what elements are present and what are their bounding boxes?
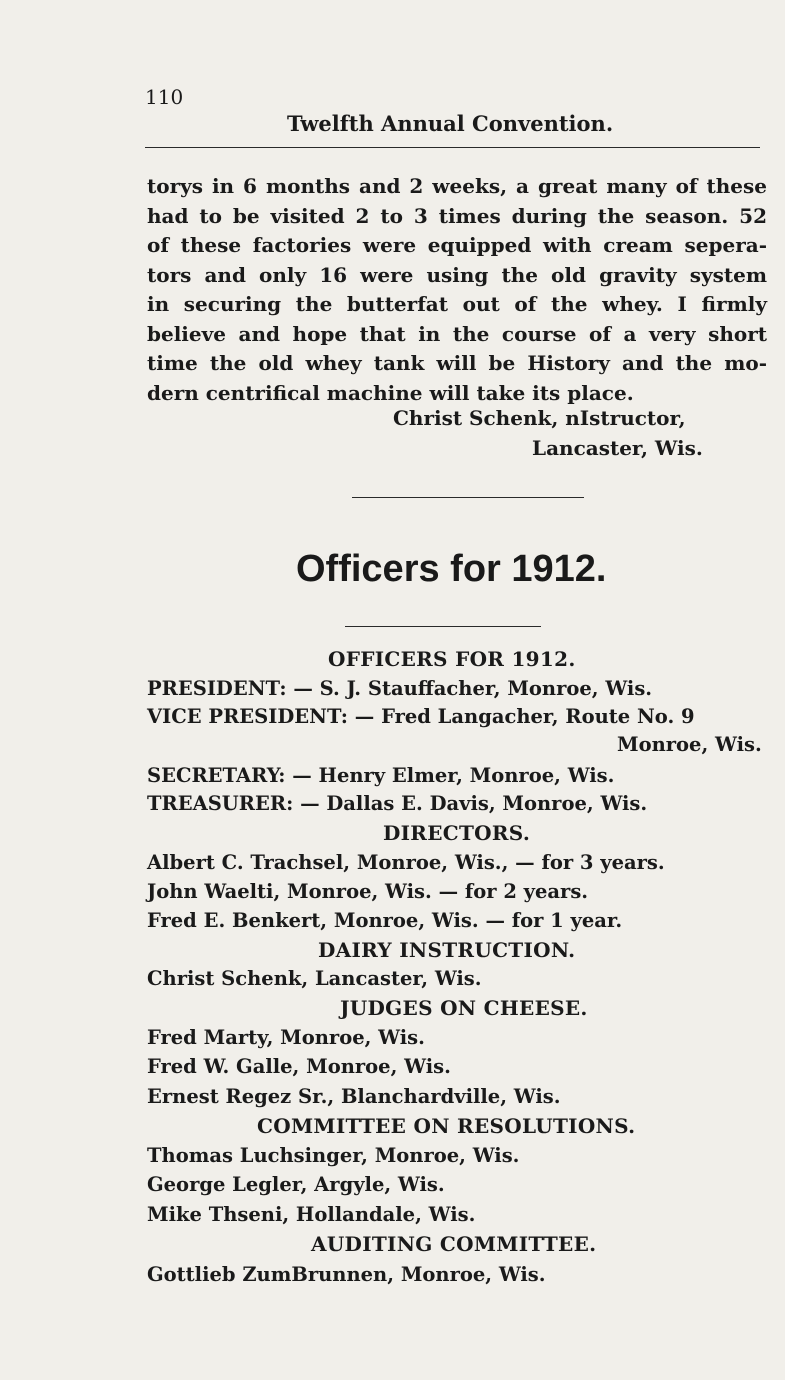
signature-place: Lancaster, Wis. bbox=[532, 436, 703, 460]
treasurer-row bbox=[147, 792, 647, 815]
report-line: of these factories were equipped with cream sepera- bbox=[147, 233, 767, 257]
director-item: Albert C. Trachsel, Monroe, Wis., — for 3 years. bbox=[147, 851, 665, 874]
page-number: 110 bbox=[145, 85, 184, 109]
resolutions-item: Thomas Luchsinger, Monroe, Wis. bbox=[147, 1144, 520, 1167]
director-item: Fred E. Benkert, Monroe, Wis. — for 1 year. bbox=[147, 909, 623, 932]
report-line: believe and hope that in the course of a very short bbox=[147, 321, 767, 346]
auditing-heading: AUDITING COMMITTEE. bbox=[311, 1232, 597, 1256]
report-line: torys in 6 months and 2 weeks, a great many of these bbox=[147, 174, 767, 198]
resolutions-item: George Legler, Argyle, Wis. bbox=[147, 1173, 445, 1196]
vice-president-row bbox=[147, 705, 695, 728]
report-line: tors and only 16 were using the old gravity system bbox=[147, 262, 767, 287]
running-head: Twelfth Annual Convention. bbox=[287, 111, 614, 136]
report-line: had to be visited 2 to 3 times during the season. 52 bbox=[147, 203, 767, 228]
dairy-instruction-heading: DAIRY INSTRUCTION. bbox=[318, 938, 576, 962]
secretary-value: — Henry Elmer, Monroe, Wis. bbox=[292, 764, 615, 787]
director-item: John Waelti, Monroe, Wis. — for 2 years. bbox=[147, 880, 589, 903]
resolutions-heading: COMMITTEE ON RESOLUTIONS. bbox=[257, 1114, 636, 1138]
president-value: — S. J. Stauffacher, Monroe, Wis. bbox=[293, 677, 653, 700]
directors-heading: DIRECTORS. bbox=[383, 821, 531, 845]
report-line: time the old whey tank will be History and the mo- bbox=[147, 351, 767, 375]
president-row bbox=[147, 677, 652, 700]
report-line: in securing the butterfat out of the whey. I firmly bbox=[147, 292, 767, 316]
treasurer-value: — Dallas E. Davis, Monroe, Wis. bbox=[300, 792, 648, 815]
report-line: dern centrifical machine will take its place. bbox=[147, 380, 634, 405]
judge-item: Ernest Regez Sr., Blanchardville, Wis. bbox=[147, 1085, 561, 1108]
vice-president-label: VICE PRESIDENT: bbox=[147, 705, 348, 728]
president-label: PRESIDENT: bbox=[147, 677, 287, 700]
judge-item: Fred Marty, Monroe, Wis. bbox=[147, 1026, 425, 1049]
auditing-item: Gottlieb ZumBrunnen, Monroe, Wis. bbox=[147, 1263, 546, 1286]
judge-item: Fred W. Galle, Monroe, Wis. bbox=[147, 1055, 451, 1078]
treasurer-label: TREASURER: bbox=[147, 792, 294, 815]
secretary-row bbox=[147, 764, 614, 787]
judges-heading: JUDGES ON CHEESE. bbox=[340, 996, 588, 1020]
dairy-instruction-item: Christ Schenk, Lancaster, Wis. bbox=[147, 967, 482, 990]
officers-heading: OFFICERS FOR 1912. bbox=[328, 647, 576, 671]
vice-president-place: Monroe, Wis. bbox=[617, 733, 762, 756]
vice-president-value: — Fred Langacher, Route No. 9 bbox=[354, 705, 695, 728]
secretary-label: SECRETARY: bbox=[147, 764, 286, 787]
signature-name: Christ Schenk, nIstructor, bbox=[393, 406, 686, 430]
resolutions-item: Mike Thseni, Hollandale, Wis. bbox=[147, 1203, 476, 1226]
section-title: Officers for 1912. bbox=[296, 548, 607, 590]
